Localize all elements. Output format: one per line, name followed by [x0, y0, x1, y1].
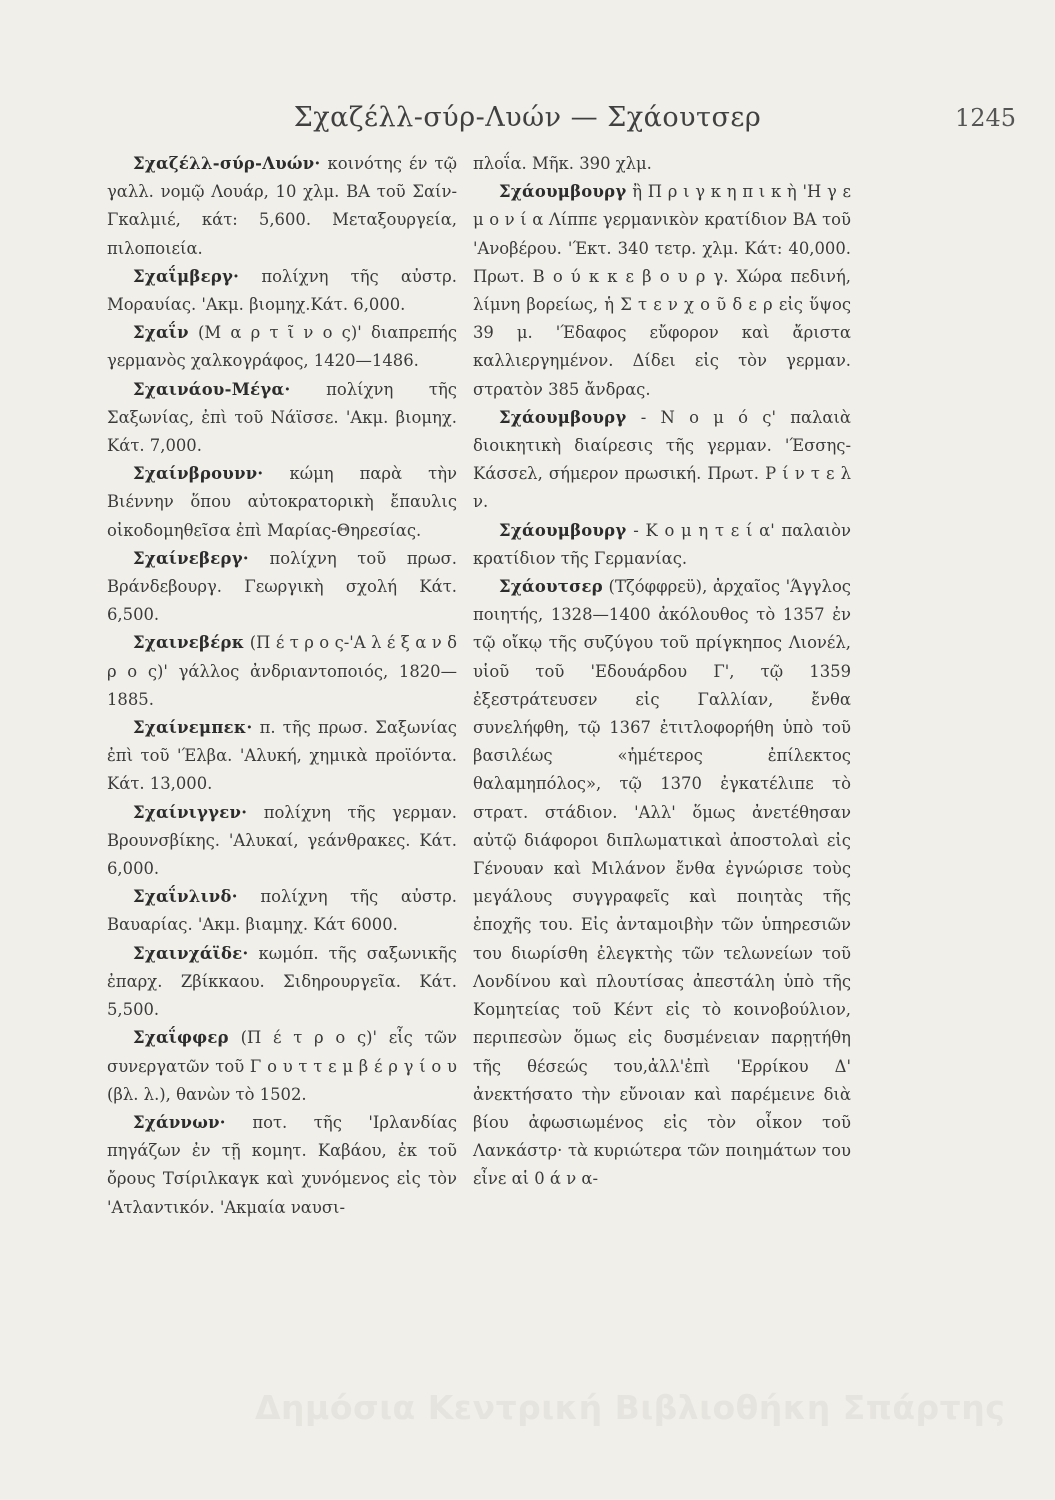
- entry-text: πολίχνη τοῦ πρωσ. Βράνδεβουργ. Γεωργικὴ σχολή Κάτ. 6,500.: [107, 548, 457, 625]
- right-column: [473, 150, 851, 1194]
- entry-headword: Σχαίνιγγεν·: [133, 802, 248, 822]
- entry-text: πολίχνη τῆς αὐστρ. Μοραυίας. 'Ακμ. βιομηχ.Κάτ. 6,000.: [107, 266, 457, 315]
- entry-text: πολίχνη τῆς Σαξωνίας, ἐπὶ τοῦ Νάϊσσε. 'Ακμ. βιομηχ. Κάτ. 7,000.: [107, 379, 457, 456]
- library-watermark: Δημόσια Κεντρική Βιβλιοθήκη Σπάρτης: [255, 1388, 1006, 1427]
- entry-text: πολίχνη τῆς γερμαν. Βρουνσβίκης. 'Αλυκαί, γεάνθρακες. Κάτ. 6,000.: [107, 802, 457, 879]
- entry-text: - Ν ο μ ό ς' παλαιὰ διοικητικὴ διαίρεσις τῆς γερμαν. 'Έσσης-Κάσσελ, σήμερον πρωσική. Πρωτ. Ρ ί ν τ ε λ ν.: [473, 407, 851, 512]
- entry-text: κώμη παρὰ τὴν Βιέννην ὅπου αὐτοκρατορικὴ ἔπαυλις οἰκοδομηθεῖσα ἐπὶ Μαρίας-Θηρεσίας.: [107, 464, 457, 540]
- dictionary-entry: [107, 714, 457, 799]
- entry-headword: Σχαίνεμπεκ·: [133, 718, 253, 738]
- entry-text: κωμόπ. τῆς σαξωνικῆς ἐπαρχ. Ζβίκκαου. Σιδηρουργεῖα. Κάτ. 5,500.: [107, 943, 457, 1020]
- entry-text: κοινότης έν τῷ γαλλ. νομῷ Λουάρ, 10 χλμ. ΒΑ τοῦ Σαίν-Γκαλμιέ, κάτ: 5,600. Μεταξουργεία, πιλοποιεία.: [107, 154, 457, 258]
- entry-text: πολίχνη τῆς αὐστρ. Βαυαρίας. 'Ακμ. βιαμηχ. Κάτ 6000.: [107, 887, 457, 935]
- entry-headword: Σχαινεβέρκ: [133, 633, 245, 653]
- entry-headword: Σχαΐνλινδ·: [133, 887, 238, 907]
- entry-headword: Σχαίνεβεργ·: [133, 548, 249, 568]
- running-header-title: Σχαζέλλ-σύρ-Λυών — Σχάουτσερ: [293, 102, 762, 133]
- dictionary-entry: [473, 150, 851, 178]
- entry-text: (Π έ τ ρ ο ς)' εἷς τῶν συνεργατῶν τοῦ Γ ο υ τ τ ε μ β έ ρ γ ί ο υ (βλ. λ.), θανὼν τὸ 1502.: [107, 1028, 457, 1104]
- entry-headword: Σχάουμβουργ: [499, 182, 627, 202]
- entry-text: - Κ ο μ η τ ε ί α' παλαιὸν κρατίδιον τῆς Γερμανίας.: [473, 520, 851, 568]
- dictionary-entry: [473, 517, 851, 573]
- entry-headword: Σχάουτσερ: [499, 577, 603, 597]
- entry-headword: Σχάουμβουργ: [499, 520, 627, 540]
- entry-text: (Μ α ρ τ ῖ ν ο ς)' διαπρεπής γερμανὸς χαλκογράφος, 1420—1486.: [107, 323, 457, 371]
- entry-text: π. τῆς πρωσ. Σαξωνίας ἐπὶ τοῦ 'Έλβα. 'Αλυκή, χημικὰ προϊόντα. Κάτ. 13,000.: [107, 718, 457, 794]
- dictionary-entry: [473, 178, 851, 404]
- dictionary-entry: [107, 150, 457, 263]
- entry-headword: Σχαΐμβεργ·: [133, 266, 240, 286]
- entry-headword: Σχαινάου-Μέγα·: [133, 379, 291, 399]
- entry-text: ἢ Π ρ ι γ κ η π ι κ ὴ 'Η γ ε μ ο ν ί α Λίππε γερμανικὸν κρατίδιον ΒΑ τοῦ 'Ανοβέρου. 'Έκτ. 340 τετρ. χλμ. Κάτ: 40,000. Πρωτ. Β ο ύ κ κ ε β ο υ ρ γ. Χώρα πεδινή, λίμνη βορείως, ἡ Σ τ ε ν χ ο ῦ δ ε ρ εἰς ὕψος 39 μ. 'Έδαφος εὔφορον καὶ ἄριστα καλλιεργημένον. Δίδει εἰς τὸν γερμαν. στρατὸν 385 ἄνδρας.: [473, 182, 851, 399]
- dictionary-entry: [107, 545, 457, 630]
- entry-headword: Σχάουμβουργ: [499, 407, 627, 427]
- dictionary-entry: [107, 940, 457, 1025]
- entry-text: (Π έ τ ρ ο ς-'Α λ έ ξ α ν δ ρ ο ς)' γάλλος ἀνδριαντοποιός, 1820—1885.: [107, 633, 457, 709]
- entry-headword: Σχαΐν: [133, 323, 189, 343]
- dictionary-entry: [107, 799, 457, 884]
- dictionary-entry: [107, 460, 457, 545]
- dictionary-entry: [473, 573, 851, 1193]
- entry-text: (Τζόφφρεϋ), ἀρχαῖος 'Άγγλος ποιητής, 1328—1400 ἀκόλουθος τὸ 1357 ἐν τῷ οἴκῳ τῆς συζύγου τοῦ πρίγκηπος Λιονέλ, υἱοῦ τοῦ 'Εδουάρδου Γ', τῷ 1359 ἐξεστράτευσεν εἰς Γαλλίαν, ἔνθα συνελήφθη, τῷ 1367 ἐτιτλοφορήθη ὑπὸ τοῦ βασιλέως «ἡμέτερος ἐπίλεκτος θαλαμηπόλος», τῷ 1370 ἐγκατέλιπε τὸ στρατ. στάδιον. 'Αλλ' ὅμως ἀνετέθησαν αὐτῷ διάφοροι διπλωματικαὶ ἀποστολαὶ εἰς Γένουαν καὶ Μιλάνον ἔνθα ἐγνώρισε τοὺς μεγάλους συγγραφεῖς καὶ ποιητὰς τῆς ἐποχῆς του. Εἰς ἀνταμοιβὴν τῶν ὑπηρεσιῶν του διωρίσθη ἐλεγκτὴς τῶν τελωνείων τοῦ Λονδίνου καὶ πλουτίσας ἀπεστάλη ὑπὸ τῆς Κομητείας τοῦ Κέντ εἰς τὸ κοινοβούλιον, περιπεσὼν ὅμως εἰς δυσμένειαν παρῃτήθη τῆς θέσεώς του,ἀλλ'ἐπὶ 'Ερρίκου Δ' ἀνεκτήσατο τὴν εὔνοιαν καὶ παρέμεινε διὰ βίου ἀφωσιωμένος εἰς τὸν οἶκον τοῦ Λανκάστρ· τὰ κυριώτερα τῶν ποιημάτων του εἶνε αἱ 0 ά ν α-: [473, 577, 851, 1189]
- entry-headword: Σχαίνβρουνν·: [133, 464, 264, 484]
- dictionary-entry: [107, 263, 457, 319]
- entry-text: ποτ. τῆς 'Ιρλανδίας πηγάζων ἐν τῇ κομητ. Καβάου, ἐκ τοῦ ὄρους Τσίριλκαγκ καὶ χυνόμενος εἰς τὸν 'Ατλαντικόν. 'Ακμαία ναυσι-: [107, 1112, 457, 1217]
- dictionary-entry: [107, 319, 457, 375]
- dictionary-entry: [107, 1109, 457, 1222]
- dictionary-entry: [473, 404, 851, 517]
- dictionary-entry: [107, 629, 457, 714]
- page-number: 1245: [955, 104, 1017, 132]
- dictionary-entry: [107, 376, 457, 461]
- entry-headword: Σχαινχάϊδε·: [133, 943, 249, 963]
- entry-headword: Σχαζέλλ-σύρ-Λυών·: [133, 154, 321, 173]
- entry-text: πλοΐα. Μῆκ. 390 χλμ.: [473, 154, 652, 173]
- entry-headword: Σχαΐφφερ: [133, 1028, 229, 1048]
- left-column: [107, 150, 457, 1222]
- dictionary-entry: [107, 1024, 457, 1109]
- entry-headword: Σχάννων·: [133, 1112, 226, 1132]
- dictionary-entry: [107, 883, 457, 939]
